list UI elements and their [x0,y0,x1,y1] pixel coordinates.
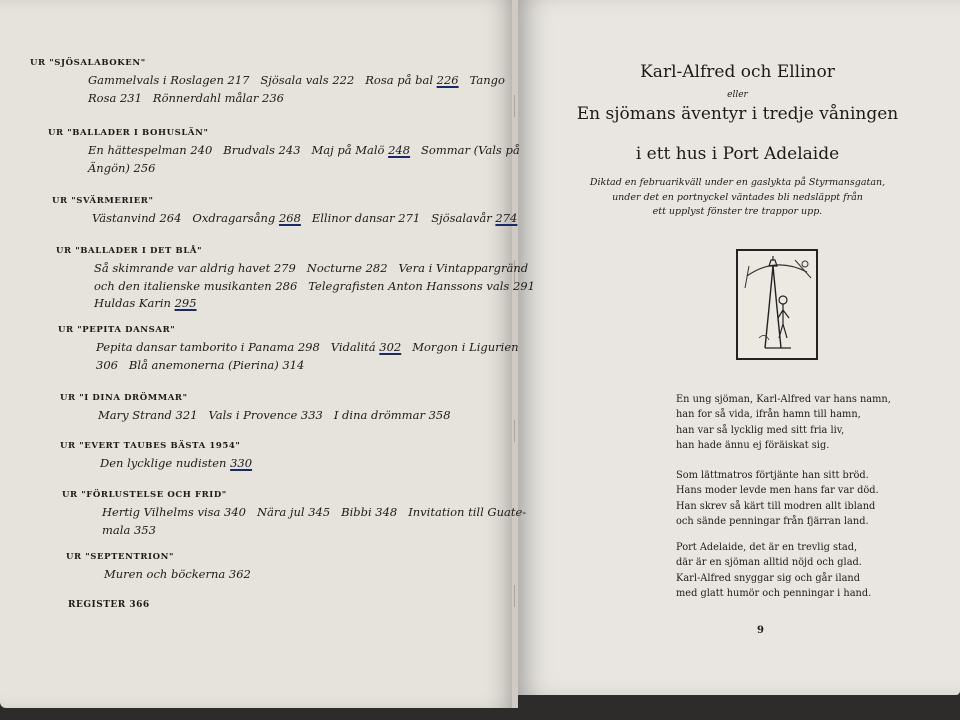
toc-section-heading: UR "SEPTENTRION" [66,552,175,562]
poem-line: med glatt humör och penningar i hand. [676,588,872,600]
toc-text: Hertig Vilhelms visa 340 Nära jul 345 Bibbi 348 Invitation till Guate- [102,505,527,519]
subtitle [515,176,960,220]
toc-entry-line [98,408,451,422]
title-line-1: Karl-Alfred och Ellinor [640,62,835,82]
toc-text: och den italienske musikanten 286 Telegrafisten Anton Hanssons vals 291 [94,278,535,293]
toc-text: Huldas Karin [94,296,175,311]
toc-entry-line [88,161,156,175]
poem-line: Hans moder levde men hans far var död. [676,485,879,497]
toc-text: Rosa 231 Rönnerdahl målar 236 [88,90,284,105]
underlined-page-number: 268 [278,211,301,225]
toc-section-heading: UR "SVÄRMERIER" [52,196,154,206]
toc-entry-line [94,296,197,310]
toc-entry-line [94,261,528,275]
toc-entry-line [88,73,505,87]
poem-line: Som lättmatros förtjänte han sitt bröd. [676,470,869,481]
toc-text: Muren och böckerna 362 [104,567,251,581]
toc-text: Tango [458,73,505,87]
toc-entry-line [100,456,252,470]
subtitle-line: Diktad en februarikväll under en gaslykta på Styrmansgatan, [589,177,886,188]
toc-text: Sommar (Vals på [410,143,520,157]
underlined-page-number: 302 [379,340,402,354]
toc-entry-line [96,358,304,372]
toc-text: Så skimrande var aldrig havet 279 Nocturne 282 Vera i Vintappargränd [94,261,529,275]
underlined-page-number: 295 [174,296,197,311]
sailor-lamp-illustration [735,248,819,361]
toc-text: mala 353 [102,522,156,537]
toc-entry-line [96,340,519,354]
toc-entry-line [88,91,284,105]
toc-entry-line [92,211,517,225]
poem-line: där är en sjöman alltid nöjd och glad. [676,557,862,569]
underlined-page-number: 274 [495,211,518,225]
toc-section-heading: UR "FÖRLUSTELSE OCH FRID" [62,490,227,500]
toc-text: Pepita dansar tamborito i Panama 298 Vidalitá [96,340,380,354]
underlined-page-number: 226 [436,73,459,87]
toc-text: Den lycklige nudisten [100,456,231,470]
title-line-2: En sjömans äventyr i tredje våningen [576,104,899,124]
toc-text: Morgon i Ligurien [401,340,519,354]
subtitle-line: ett upplyst fönster tre trappor upp. [652,206,823,217]
toc-section-heading: UR "EVERT TAUBES BÄSTA 1954" [60,441,241,451]
underlined-page-number: 330 [230,456,253,470]
poem-stanza [676,392,891,454]
register-entry: REGISTER 366 [68,600,150,610]
poem-line: Han skrev så kärt till modren allt ibland [676,500,876,512]
poem-stanza [676,540,871,602]
toc-text: En hättespelman 240 Brudvals 243 Maj på Malö [88,143,389,157]
title-connector: eller [727,90,748,100]
toc-entry-line [102,523,156,537]
poem-stanza [676,468,879,530]
toc-entry-line [94,279,535,293]
toc-section-heading: UR "PEPITA DANSAR" [58,325,176,335]
title-line-3: i ett hus i Port Adelaide [635,144,840,164]
toc-text: Mary Strand 321 Vals i Provence 333 I dina drömmar 358 [98,408,451,422]
poem-line: han hade ännu ej föräiskat sig. [676,440,830,452]
toc-entry-line [102,505,526,519]
poem-line: och sände penningar från fjärran land. [676,516,869,528]
underlined-page-number: 248 [388,143,411,157]
poem-line: Port Adelaide, det är en trevlig stad, [676,542,858,553]
toc-text: Ellinor dansar 271 Sjösalavår [300,211,496,225]
toc-section-heading: UR "I DINA DRÖMMAR" [60,393,188,403]
poem-line: han for så vida, ifrån hamn till hamn, [676,409,861,421]
subtitle-line: under det en portnyckel väntades bli nedsläppt från [612,191,863,203]
toc-entry-line [104,567,251,581]
page-number: 9 [757,625,764,636]
toc-section-heading: UR "SJÖSALABOKEN" [30,58,146,68]
toc-text: Västanvind 264 Oxdragarsång [92,211,279,225]
poem-line: En ung sjöman, Karl-Alfred var hans namn, [676,394,891,405]
toc-text: Ängön) 256 [88,160,156,175]
poem-line: Karl-Alfred snyggar sig och går iland [676,572,860,584]
poem-line: han var så lycklig med sitt fria liv, [676,424,845,436]
toc-entry-line [88,143,520,157]
toc-section-heading: UR "BALLADER I DET BLÅ" [56,246,203,256]
toc-text: 306 Blå anemonerna (Pierina) 314 [96,357,305,372]
toc-section-heading: UR "BALLADER I BOHUSLÄN" [48,128,209,138]
toc-text: Gammelvals i Roslagen 217 Sjösala vals 222 Rosa på bal [88,73,437,87]
